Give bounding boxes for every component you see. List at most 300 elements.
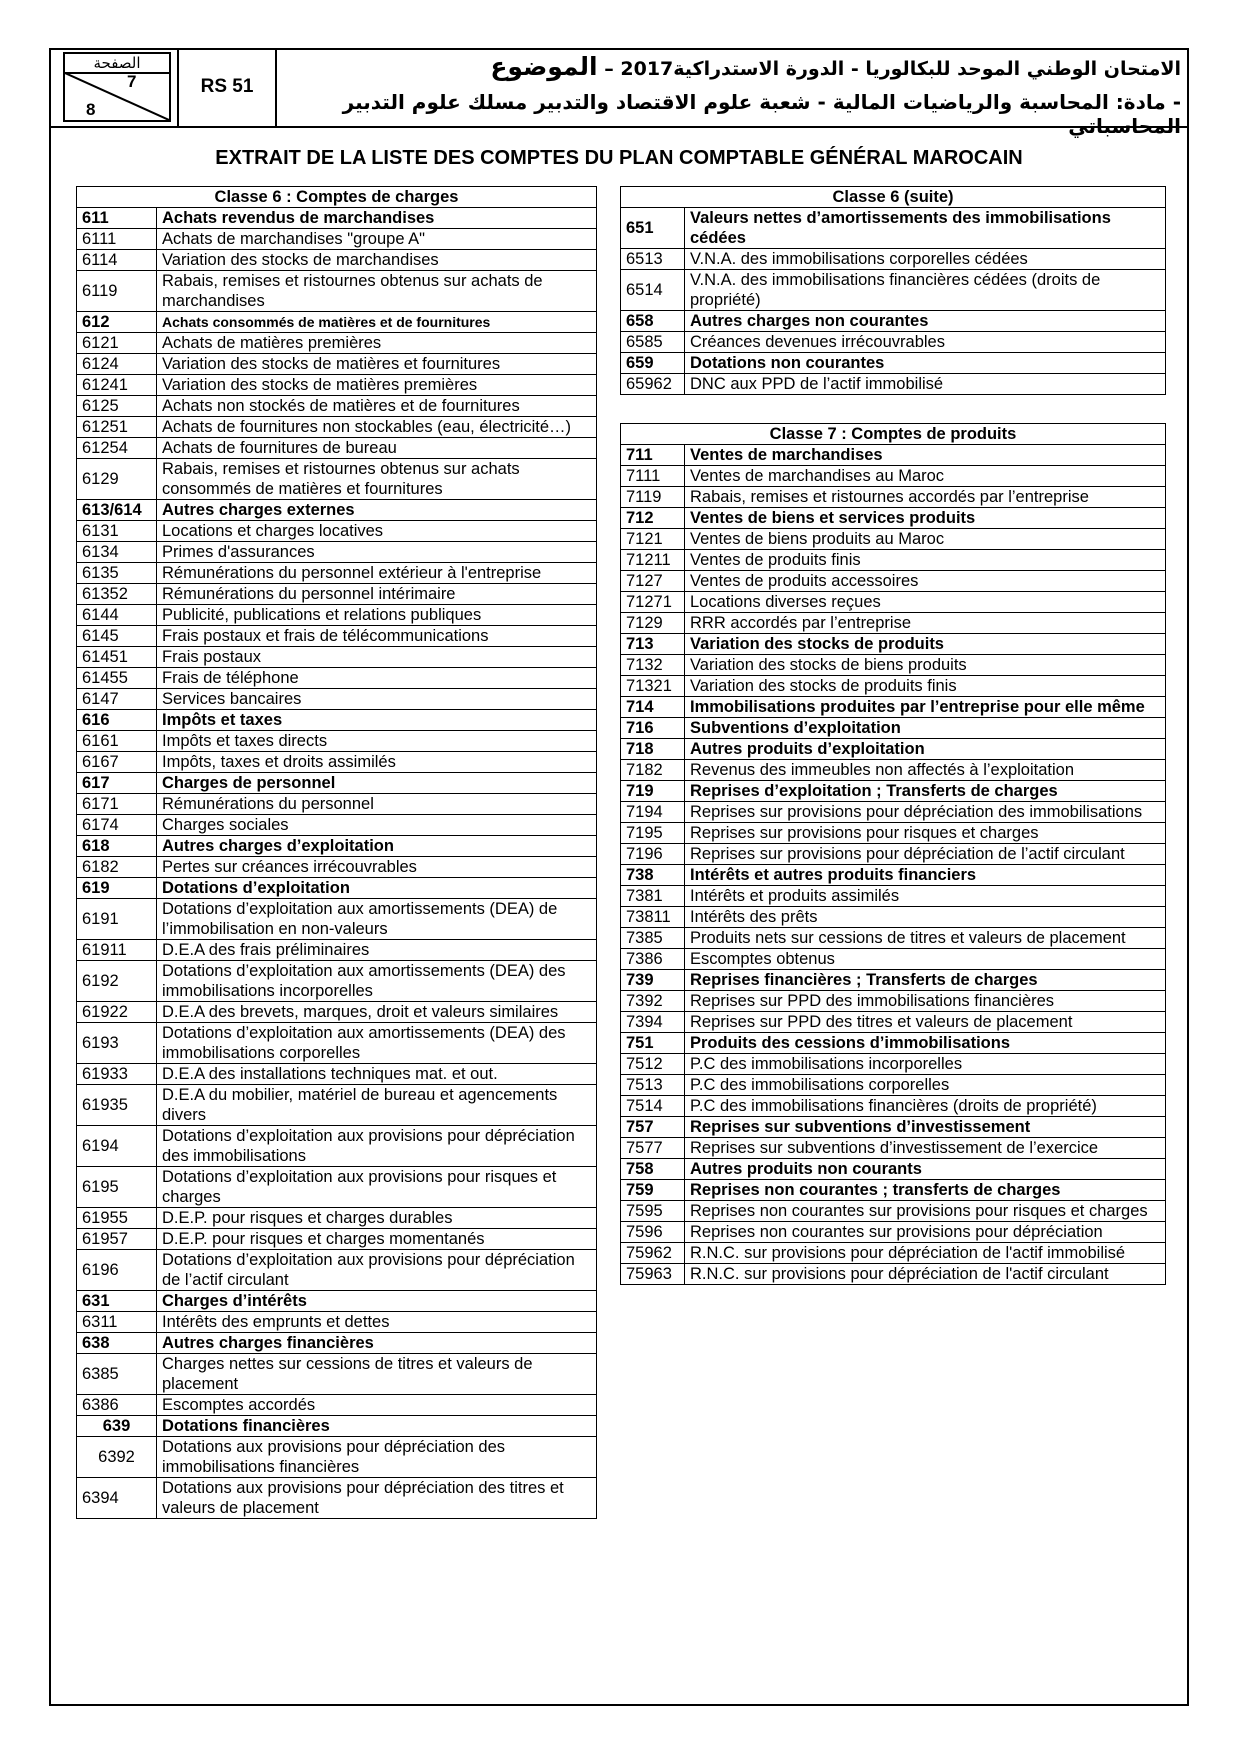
account-label: Variation des stocks de produits (685, 634, 1166, 655)
account-code: 61922 (77, 1002, 157, 1023)
account-code: 6114 (77, 250, 157, 271)
account-label: Achats de fournitures de bureau (157, 438, 597, 459)
account-label: Autres charges financières (157, 1333, 597, 1354)
account-label: P.C des immobilisations incorporelles (685, 1054, 1166, 1075)
table-row (621, 718, 1166, 739)
table-row (621, 529, 1166, 550)
account-code: 7195 (621, 823, 685, 844)
account-label: Reprises sur provisions pour dépréciation des immobilisations (685, 802, 1166, 823)
account-code: 71321 (621, 676, 685, 697)
account-code: 716 (621, 718, 685, 739)
table-row (621, 1222, 1166, 1243)
account-label: Produits des cessions d’immobilisations (685, 1033, 1166, 1054)
table-row (77, 1208, 597, 1229)
account-label: Reprises sur provisions pour dépréciation de l’actif circulant (685, 844, 1166, 865)
account-label: Autres produits d’exploitation (685, 739, 1166, 760)
account-label: Frais postaux et frais de télécommunications (157, 626, 597, 647)
table-row (77, 752, 597, 773)
table-row (621, 1138, 1166, 1159)
exam-header (49, 48, 1189, 138)
table-row (77, 731, 597, 752)
account-code: 6585 (621, 332, 685, 353)
account-code: 6167 (77, 752, 157, 773)
charges-continued-table (620, 186, 1166, 395)
table-row (77, 1064, 597, 1085)
account-code: 7182 (621, 760, 685, 781)
table-row (621, 592, 1166, 613)
account-label: Pertes sur créances irrécouvrables (157, 857, 597, 878)
table-row (77, 459, 597, 500)
account-code: 6513 (621, 249, 685, 270)
account-label: D.E.P. pour risques et charges durables (157, 1208, 597, 1229)
account-code: 7381 (621, 886, 685, 907)
account-code: 6174 (77, 815, 157, 836)
account-label: Intérêts des prêts (685, 907, 1166, 928)
table-row (77, 668, 597, 689)
account-code: 7132 (621, 655, 685, 676)
account-label: P.C des immobilisations corporelles (685, 1075, 1166, 1096)
page-divider-line (65, 73, 169, 120)
table-row (621, 1243, 1166, 1264)
account-code: 6147 (77, 689, 157, 710)
account-code: 6194 (77, 1126, 157, 1167)
account-code: 6171 (77, 794, 157, 815)
table-row (77, 815, 597, 836)
account-code: 7514 (621, 1096, 685, 1117)
account-label: DNC aux PPD de l’actif immobilisé (685, 374, 1166, 395)
exam-title (285, 48, 1181, 138)
account-code: 7194 (621, 802, 685, 823)
table-row (77, 542, 597, 563)
account-label: Intérêts des emprunts et dettes (157, 1312, 597, 1333)
account-code: 7577 (621, 1138, 685, 1159)
account-label: Reprises sur subventions d’investissement (685, 1117, 1166, 1138)
table-row (77, 563, 597, 584)
account-code: 718 (621, 739, 685, 760)
account-code: 7513 (621, 1075, 685, 1096)
account-label: V.N.A. des immobilisations corporelles cédées (685, 249, 1166, 270)
account-label: Achats de marchandises "groupe A" (157, 229, 597, 250)
account-code: 6192 (77, 961, 157, 1002)
account-code: 65962 (621, 374, 685, 395)
account-code: 6182 (77, 857, 157, 878)
account-code: 738 (621, 865, 685, 886)
table-row (77, 333, 597, 354)
account-label: Escomptes accordés (157, 1395, 597, 1416)
account-code: 61911 (77, 940, 157, 961)
account-label: Achats revendus de marchandises (157, 208, 597, 229)
account-code: 6144 (77, 605, 157, 626)
account-code: 6195 (77, 1167, 157, 1208)
account-label: D.E.A des brevets, marques, droit et valeurs similaires (157, 1002, 597, 1023)
account-code: 7385 (621, 928, 685, 949)
account-label: Reprises d’exploitation ; Transferts de charges (685, 781, 1166, 802)
page-current: 7 (127, 72, 137, 91)
account-label: Dotations aux provisions pour dépréciation des titres et valeurs de placement (157, 1478, 597, 1519)
account-label: Achats de matières premières (157, 333, 597, 354)
account-label: Dotations financières (157, 1416, 597, 1437)
table-row (621, 1159, 1166, 1180)
table-row (77, 1312, 597, 1333)
account-code: 719 (621, 781, 685, 802)
account-label: Dotations d’exploitation aux amortissements (DEA) des immobilisations incorporelles (157, 961, 597, 1002)
account-code: 61451 (77, 647, 157, 668)
account-label: Intérêts et autres produits financiers (685, 865, 1166, 886)
table-row (77, 857, 597, 878)
table-row (77, 626, 597, 647)
account-code: 61251 (77, 417, 157, 438)
account-label: Autres charges d’exploitation (157, 836, 597, 857)
account-code: 6514 (621, 270, 685, 311)
exam-title-word: الموضوع (490, 52, 598, 81)
table-row (621, 823, 1166, 844)
account-label: Achats consommés de matières et de fournitures (157, 312, 597, 333)
account-label: Locations diverses reçues (685, 592, 1166, 613)
table-heading: Classe 7 : Comptes de produits (621, 424, 1166, 445)
table-row (621, 949, 1166, 970)
table-row (77, 1291, 597, 1312)
account-label: Ventes de biens produits au Maroc (685, 529, 1166, 550)
account-code: 6392 (77, 1437, 157, 1478)
account-label: Achats non stockés de matières et de fournitures (157, 396, 597, 417)
table-row (77, 1354, 597, 1395)
table-row (77, 208, 597, 229)
account-code: 6134 (77, 542, 157, 563)
table-row (621, 1180, 1166, 1201)
table-row (77, 794, 597, 815)
account-label: Immobilisations produites par l’entreprise pour elle même (685, 697, 1166, 718)
account-label: Valeurs nettes d’amortissements des immobilisations cédées (685, 208, 1166, 249)
table-row (77, 500, 597, 521)
table-heading: Classe 6 (suite) (621, 187, 1166, 208)
table-row (621, 487, 1166, 508)
account-code: 659 (621, 353, 685, 374)
account-label: Locations et charges locatives (157, 521, 597, 542)
table-row (77, 229, 597, 250)
account-code: 712 (621, 508, 685, 529)
account-label: Reprises financières ; Transferts de charges (685, 970, 1166, 991)
account-code: 6111 (77, 229, 157, 250)
page-label: الصفحة (65, 55, 169, 74)
account-code: 7111 (621, 466, 685, 487)
account-label: Dotations d’exploitation aux provisions pour dépréciation des immobilisations (157, 1126, 597, 1167)
account-code: 61955 (77, 1208, 157, 1229)
table-row (77, 312, 597, 333)
account-label: Charges nettes sur cessions de titres et valeurs de placement (157, 1354, 597, 1395)
account-code: 71211 (621, 550, 685, 571)
table-row (621, 613, 1166, 634)
table-row (77, 1478, 597, 1519)
account-label: Impôts et taxes (157, 710, 597, 731)
account-label: Ventes de produits finis (685, 550, 1166, 571)
account-code: 61455 (77, 668, 157, 689)
account-code: 6119 (77, 271, 157, 312)
account-label: Dotations aux provisions pour dépréciation des immobilisations financières (157, 1437, 597, 1478)
account-label: Subventions d’exploitation (685, 718, 1166, 739)
account-code: 639 (77, 1416, 157, 1437)
account-code: 617 (77, 773, 157, 794)
table-row (621, 445, 1166, 466)
account-label: Publicité, publications et relations publiques (157, 605, 597, 626)
account-label: Impôts et taxes directs (157, 731, 597, 752)
table-row (77, 773, 597, 794)
account-code: 6125 (77, 396, 157, 417)
account-code: 6121 (77, 333, 157, 354)
table-row (77, 1250, 597, 1291)
table-row (77, 940, 597, 961)
account-label: Autres charges externes (157, 500, 597, 521)
account-label: Dotations d’exploitation aux amortissements (DEA) des immobilisations corporelles (157, 1023, 597, 1064)
table-row (621, 928, 1166, 949)
account-label: Dotations d’exploitation aux provisions pour dépréciation de l’actif circulant (157, 1250, 597, 1291)
table-row (621, 760, 1166, 781)
page-total: 8 (86, 100, 96, 119)
account-code: 7392 (621, 991, 685, 1012)
account-code: 7129 (621, 613, 685, 634)
table-row (621, 550, 1166, 571)
table-row (77, 1002, 597, 1023)
account-label: V.N.A. des immobilisations financières cédées (droits de propriété) (685, 270, 1166, 311)
account-code: 7386 (621, 949, 685, 970)
account-code: 6145 (77, 626, 157, 647)
table-row (77, 271, 597, 312)
account-code: 6124 (77, 354, 157, 375)
table-row (77, 1333, 597, 1354)
account-code: 71271 (621, 592, 685, 613)
table-row (621, 844, 1166, 865)
account-label: Charges d’intérêts (157, 1291, 597, 1312)
table-row (621, 697, 1166, 718)
account-label: Rémunérations du personnel (157, 794, 597, 815)
account-code: 61241 (77, 375, 157, 396)
account-label: R.N.C. sur provisions pour dépréciation de l'actif circulant (685, 1264, 1166, 1285)
account-code: 6135 (77, 563, 157, 584)
table-row (621, 781, 1166, 802)
account-label: Variation des stocks de produits finis (685, 676, 1166, 697)
account-label: Reprises sur PPD des immobilisations financières (685, 991, 1166, 1012)
account-code: 61957 (77, 1229, 157, 1250)
account-code: 7119 (621, 487, 685, 508)
account-label: Intérêts et produits assimilés (685, 886, 1166, 907)
table-row (77, 1085, 597, 1126)
account-label: Autres produits non courants (685, 1159, 1166, 1180)
account-label: Créances devenues irrécouvrables (685, 332, 1166, 353)
account-label: Rémunérations du personnel intérimaire (157, 584, 597, 605)
account-label: Impôts, taxes et droits assimilés (157, 752, 597, 773)
table-row (621, 739, 1166, 760)
account-label: Reprises non courantes ; transferts de charges (685, 1180, 1166, 1201)
account-code: 612 (77, 312, 157, 333)
table-row (77, 396, 597, 417)
account-code: 6161 (77, 731, 157, 752)
account-code: 758 (621, 1159, 685, 1180)
table-row (77, 438, 597, 459)
account-code: 61254 (77, 438, 157, 459)
table-row (77, 1023, 597, 1064)
account-label: Escomptes obtenus (685, 949, 1166, 970)
table-row (77, 1437, 597, 1478)
table-row (77, 899, 597, 940)
table-row (77, 1126, 597, 1167)
account-label: RRR accordés par l’entreprise (685, 613, 1166, 634)
account-label: Achats de fournitures non stockables (eau, électricité…) (157, 417, 597, 438)
account-label: Dotations non courantes (685, 353, 1166, 374)
table-row (621, 886, 1166, 907)
exam-code: RS 51 (177, 48, 277, 126)
table-row (621, 311, 1166, 332)
table-row (621, 1033, 1166, 1054)
table-row (621, 802, 1166, 823)
table-row (621, 249, 1166, 270)
account-label: Rabais, remises et ristournes obtenus sur achats de marchandises (157, 271, 597, 312)
table-row (77, 605, 597, 626)
table-row (77, 1167, 597, 1208)
account-code: 618 (77, 836, 157, 857)
table-row (621, 353, 1166, 374)
table-row (621, 466, 1166, 487)
account-label: Ventes de marchandises (685, 445, 1166, 466)
account-code: 619 (77, 878, 157, 899)
account-label: Charges sociales (157, 815, 597, 836)
table-row (77, 710, 597, 731)
table-row (77, 878, 597, 899)
account-code: 75962 (621, 1243, 685, 1264)
account-label: Dotations d’exploitation aux provisions pour risques et charges (157, 1167, 597, 1208)
account-code: 751 (621, 1033, 685, 1054)
table-row (621, 1054, 1166, 1075)
account-code: 7127 (621, 571, 685, 592)
account-label: R.N.C. sur provisions pour dépréciation de l'actif immobilisé (685, 1243, 1166, 1264)
account-label: Variation des stocks de matières premières (157, 375, 597, 396)
account-code: 759 (621, 1180, 685, 1201)
account-label: Variation des stocks de biens produits (685, 655, 1166, 676)
account-label: Rémunérations du personnel extérieur à l'entreprise (157, 563, 597, 584)
account-label: Reprises non courantes sur provisions pour dépréciation (685, 1222, 1166, 1243)
account-code: 75963 (621, 1264, 685, 1285)
account-code: 73811 (621, 907, 685, 928)
account-label: Primes d'assurances (157, 542, 597, 563)
account-code: 7394 (621, 1012, 685, 1033)
account-label: D.E.A des installations techniques mat. et out. (157, 1064, 597, 1085)
account-code: 7196 (621, 844, 685, 865)
account-code: 638 (77, 1333, 157, 1354)
account-code: 714 (621, 697, 685, 718)
account-code: 658 (621, 311, 685, 332)
account-code: 631 (77, 1291, 157, 1312)
account-code: 651 (621, 208, 685, 249)
table-row (77, 584, 597, 605)
account-label: Rabais, remises et ristournes obtenus sur achats consommés de matières et fournitures (157, 459, 597, 500)
account-label: Dotations d’exploitation aux amortissements (DEA) de l’immobilisation en non-valeurs (157, 899, 597, 940)
table-row (621, 1264, 1166, 1285)
exam-title-line1 (490, 52, 1181, 81)
table-heading: Classe 6 : Comptes de charges (77, 187, 597, 208)
table-row (621, 907, 1166, 928)
table-row (621, 508, 1166, 529)
table-row (77, 354, 597, 375)
account-label: D.E.A des frais préliminaires (157, 940, 597, 961)
account-code: 7596 (621, 1222, 685, 1243)
account-code: 711 (621, 445, 685, 466)
table-row (621, 970, 1166, 991)
account-label: Ventes de marchandises au Maroc (685, 466, 1166, 487)
charges-accounts-table (76, 186, 597, 1519)
table-row (77, 1416, 597, 1437)
account-code: 611 (77, 208, 157, 229)
account-code: 6131 (77, 521, 157, 542)
account-code: 6129 (77, 459, 157, 500)
account-label: Dotations d’exploitation (157, 878, 597, 899)
table-row (77, 1395, 597, 1416)
table-row (77, 961, 597, 1002)
account-label: Produits nets sur cessions de titres et valeurs de placement (685, 928, 1166, 949)
account-label: Reprises sur PPD des titres et valeurs de placement (685, 1012, 1166, 1033)
account-code: 757 (621, 1117, 685, 1138)
account-label: Rabais, remises et ristournes accordés par l’entreprise (685, 487, 1166, 508)
table-row (77, 521, 597, 542)
account-label: Frais de téléphone (157, 668, 597, 689)
account-label: Ventes de biens et services produits (685, 508, 1166, 529)
account-code: 61352 (77, 584, 157, 605)
table-row (621, 655, 1166, 676)
account-code: 61933 (77, 1064, 157, 1085)
page-number-box (63, 52, 171, 122)
account-code: 6385 (77, 1354, 157, 1395)
account-label: Reprises sur provisions pour risques et charges (685, 823, 1166, 844)
table-row (621, 571, 1166, 592)
products-accounts-table (620, 423, 1166, 1285)
account-label: Frais postaux (157, 647, 597, 668)
account-label: Charges de personnel (157, 773, 597, 794)
table-row (621, 208, 1166, 249)
table-row (621, 270, 1166, 311)
table-row (621, 374, 1166, 395)
account-label: Autres charges non courantes (685, 311, 1166, 332)
exam-title-line2: - مادة: المحاسبة والرياضيات المالية - شعبة علوم الاقتصاد والتدبير مسلك علوم التدبير المحاسباتي (342, 90, 1181, 138)
account-code: 6196 (77, 1250, 157, 1291)
exam-title-prefix: الامتحان الوطني الموحد للبكالوريا - الدورة الاستدراكية2017 – (604, 58, 1181, 80)
account-label: Reprises sur subventions d’investissement de l’exercice (685, 1138, 1166, 1159)
account-code: 6394 (77, 1478, 157, 1519)
account-code: 739 (621, 970, 685, 991)
table-row (77, 375, 597, 396)
account-label: Revenus des immeubles non affectés à l’exploitation (685, 760, 1166, 781)
table-row (77, 417, 597, 438)
table-row (77, 1229, 597, 1250)
account-code: 616 (77, 710, 157, 731)
account-code: 6193 (77, 1023, 157, 1064)
account-label: Variation des stocks de matières et fournitures (157, 354, 597, 375)
table-row (621, 1096, 1166, 1117)
table-row (621, 332, 1166, 353)
table-row (621, 634, 1166, 655)
account-code: 6191 (77, 899, 157, 940)
table-row (621, 676, 1166, 697)
account-code: 7595 (621, 1201, 685, 1222)
table-row (621, 1201, 1166, 1222)
account-code: 7121 (621, 529, 685, 550)
account-code: 6311 (77, 1312, 157, 1333)
table-row (621, 1012, 1166, 1033)
document-title: EXTRAIT DE LA LISTE DES COMPTES DU PLAN COMPTABLE GÉNÉRAL MAROCAIN (215, 147, 1023, 169)
account-label: D.E.A du mobilier, matériel de bureau et agencements divers (157, 1085, 597, 1126)
account-label: Variation des stocks de marchandises (157, 250, 597, 271)
table-row (621, 1117, 1166, 1138)
account-code: 713 (621, 634, 685, 655)
table-row (77, 250, 597, 271)
account-code: 61935 (77, 1085, 157, 1126)
account-label: Services bancaires (157, 689, 597, 710)
